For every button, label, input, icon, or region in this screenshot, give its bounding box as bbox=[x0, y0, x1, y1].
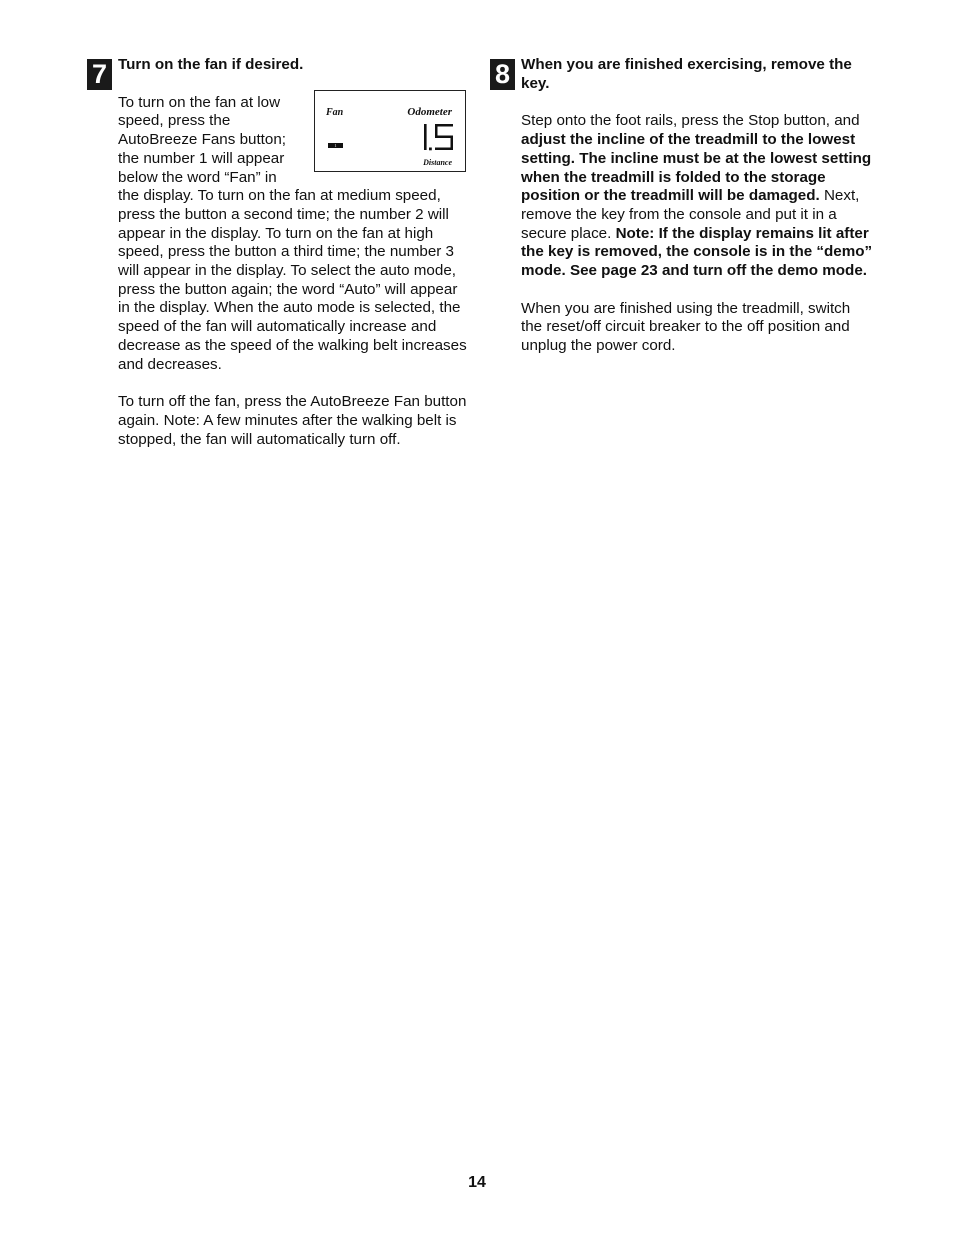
step-7-body bbox=[118, 56, 467, 449]
step-7-paragraph-1 bbox=[118, 94, 467, 375]
page-number: 14 bbox=[468, 1174, 486, 1191]
step-7-section bbox=[87, 56, 467, 449]
step-8-paragraph-1 bbox=[521, 112, 875, 280]
display-fan-value: 1 bbox=[328, 143, 343, 148]
display-distance-label: Distance bbox=[423, 157, 452, 167]
display-odometer-label: Odometer bbox=[407, 105, 452, 118]
display-fan-label: Fan bbox=[326, 106, 344, 118]
step-8-body bbox=[521, 56, 875, 356]
step-7-title: Turn on the fan if desired. bbox=[118, 56, 304, 73]
step-7-badge: 7 bbox=[87, 59, 112, 90]
step-8-para1-note: Note: If the display remains lit after the key is removed, the console is in the “demo” mode. See page 23 and turn off the demo mode. bbox=[521, 224, 873, 280]
step-8-para1-text-a: Step onto the foot rails, press the Stop button, and bbox=[521, 112, 860, 130]
step-8-badge: 8 bbox=[490, 59, 515, 90]
step-8-para1-warning: adjust the incline of the treadmill to the lowest setting. The incline must be at the lowest setting when the treadmill is folded to the storage position or the treadmill will be damaged. bbox=[521, 131, 872, 205]
step-8-para1-text-c: Next, remove the key from the console and put it in a secure place. bbox=[521, 187, 860, 242]
display-odometer-digits-icon bbox=[421, 122, 457, 154]
step-8-section bbox=[490, 56, 875, 356]
step-8-title: When you are finished exercising, remove the key. bbox=[521, 56, 852, 92]
step-7-paragraph-1-text: To turn on the fan at low speed, press the AutoBreeze Fans button; the number 1 will appear below the word “Fan” in the display. To turn on the fan at medium speed, press the button a second time; the number 2 will appear in the display. To turn on the fan at high speed, press the button a third time; the number 3 will appear in the display. To select the auto mode, press the button again; the word “Auto” will appear in the display. When the auto mode is selected, the speed of the fan will automatically increase and decrease as the speed of the walking belt increases and decreases. bbox=[118, 93, 467, 373]
step-7-paragraph-2: To turn off the fan, press the AutoBreeze Fan button again. Note: A few minutes after the walking belt is stopped, the fan will automatically turn off. bbox=[118, 393, 467, 448]
fan-display-illustration bbox=[314, 90, 466, 172]
step-8-paragraph-2: When you are finished using the treadmill, switch the reset/off circuit breaker to the off position and unplug the power cord. bbox=[521, 299, 851, 355]
